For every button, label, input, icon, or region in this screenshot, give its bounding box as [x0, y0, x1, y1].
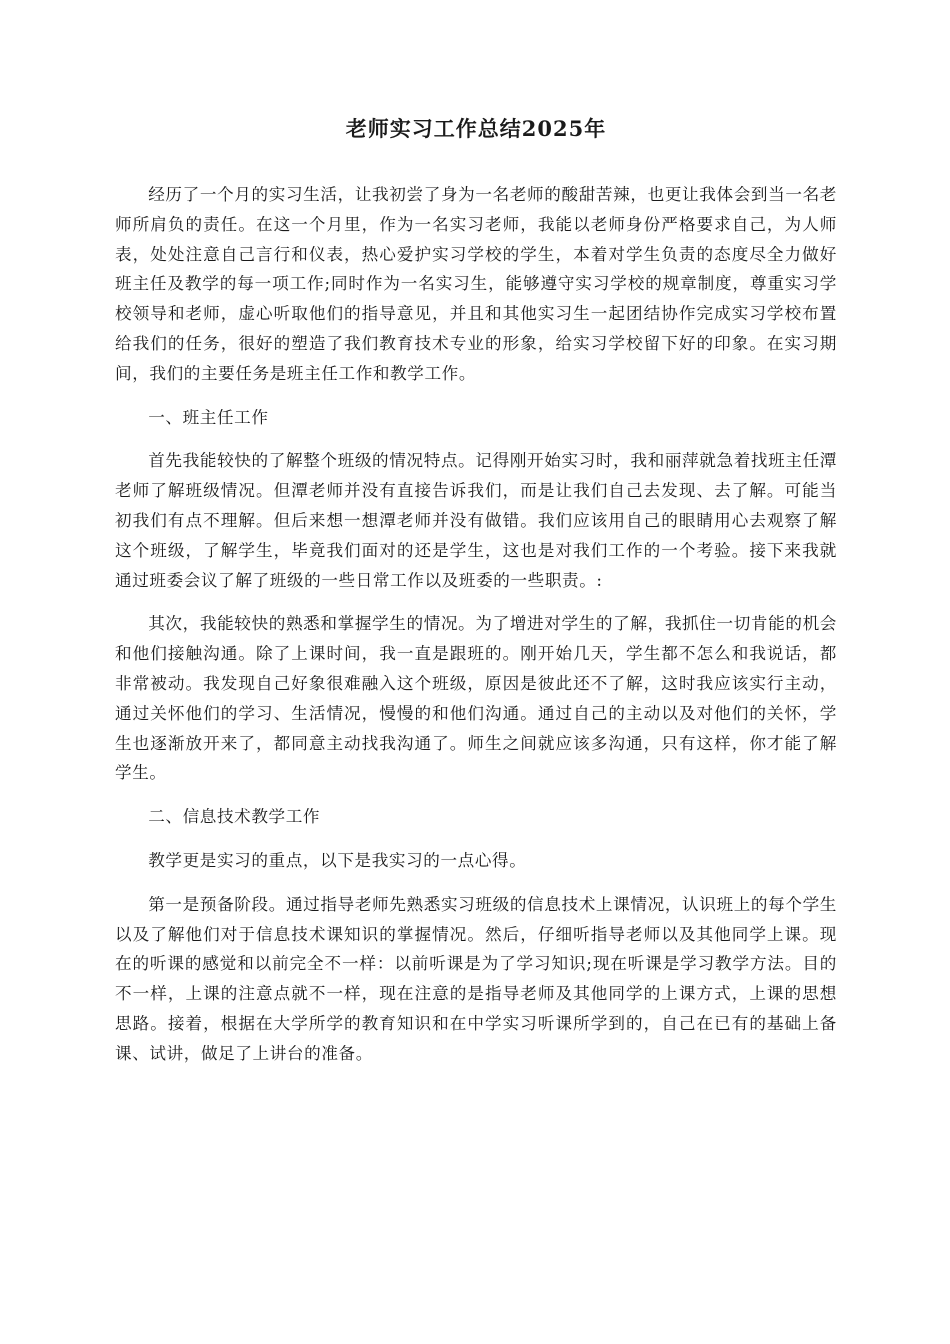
paragraph-student-communication: 其次，我能较快的熟悉和掌握学生的情况。为了增进对学生的了解，我抓住一切肯能的机会和他们接触沟通。除了上课时间，我一直是跟班的。刚开始几天，学生都不怎么和我说话，都非常被动。我发现自己好象很难融入这个班级，原因是彼此还不了解，这时我应该实行主动，通过关怀他们的学习、生活情况，慢慢的和他们沟通。通过自己的主动以及对他们的关怀，学生也逐渐放开来了，都同意主动找我沟通了。师生之间就应该多沟通，只有这样，你才能了解学生。 [115, 614, 837, 783]
paragraph-class-understanding: 首先我能较快的了解整个班级的情况特点。记得刚开始实习时，我和丽萍就急着找班主任潭老师了解班级情况。但潭老师并没有直接告诉我们，而是让我们自己去发现、去了解。可能当初我们有点不理解。但后来想一想潭老师并没有做错。我们应该用自己的眼睛用心去观察了解这个班级，了解学生，毕竟我们面对的还是学生，这也是对我们工作的一个考验。接下来我就通过班委会议了解了班级的一些日常工作以及班委的一些职责。: [115, 451, 837, 590]
document-body [115, 180, 837, 1083]
paragraph-preparation-stage: 第一是预备阶段。通过指导老师先熟悉实习班级的信息技术上课情况，认识班上的每个学生以及了解他们对于信息技术课知识的掌握情况。然后，仔细听指导老师以及其他同学上课。现在的听课的感觉和以前完全不一样：以前听课是为了学习知识;现在听课是学习教学方法。目的不一样，上课的注意点就不一样，现在注意的是指导老师及其他同学的上课方式，上课的思想思路。接着，根据在大学所学的教育知识和在中学实习听课所学到的，自己在已有的基础上备课、试讲，做足了上讲台的准备。 [115, 894, 837, 1063]
paragraph-intro: 经历了一个月的实习生活，让我初尝了身为一名老师的酸甜苦辣，也更让我体会到当一名老师所肩负的责任。在这一个月里，作为一名实习老师，我能以老师身份严格要求自己，为人师表，处处注意自己言行和仪表，热心爱护实习学校的学生，本着对学生负责的态度尽全力做好班主任及教学的每一项工作;同时作为一名实习生，能够遵守实习学校的规章制度，尊重实习学校领导和老师，虚心听取他们的指导意见，并且和其他实习生一起团结协作完成实习学校布置给我们的任务，很好的塑造了我们教育技术专业的形象，给实习学校留下好的印象。在实习期间，我们的主要任务是班主任工作和教学工作。 [115, 185, 837, 383]
section-heading-head-teacher-work: 一、班主任工作 [148, 407, 269, 427]
document-title: 老师实习工作总结2025年 [345, 116, 607, 141]
section-heading-it-teaching: 二、信息技术教学工作 [148, 807, 321, 827]
paragraph-teaching-intro: 教学更是实习的重点，以下是我实习的一点心得。 [148, 850, 527, 870]
